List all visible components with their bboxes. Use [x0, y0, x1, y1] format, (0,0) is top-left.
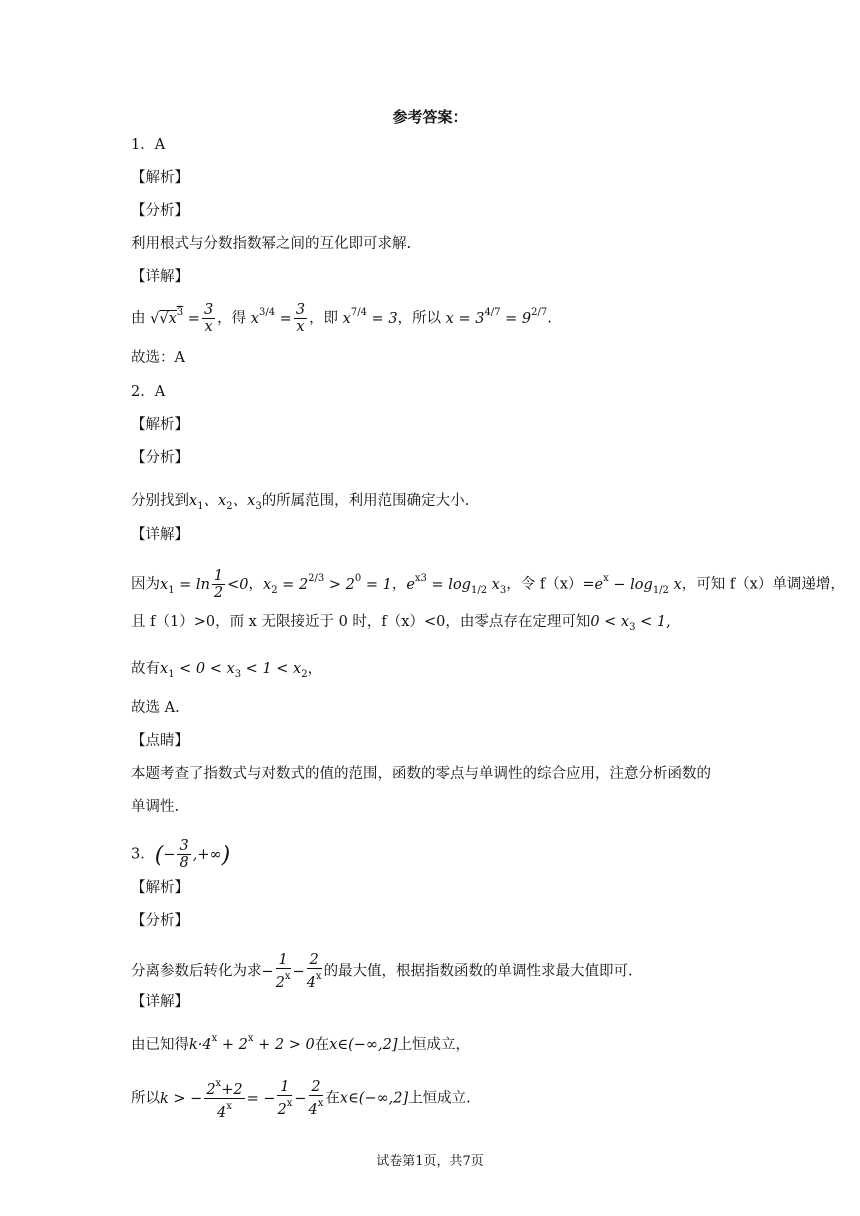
q2-detail-1: 因为$x_1 = \ln$ $\frac{1}{2}$ <0，$x_2 = 2^{2/3} > 2^0 = 1$，$e^{x3} = \log_{1/2} x_3$，令 $f(x)=e^x - \log_{1/2} x$，可知 f（x）单调递增， — [131, 568, 845, 601]
q3-detail2-a: 所以 — [131, 1090, 160, 1107]
q2-dianjing-text-1: 本题考查了指数式与对数式的值的范围，函数的零点与单调性的综合应用，注意分析函数的 — [131, 766, 711, 782]
q3-formula-ineq: $k\cdot 4^x + 2^x + 2 > 0$ — [189, 1033, 315, 1053]
q3-formula-k: k > − $\frac{2^x+2}{4^x}$ = − $\frac{1}{2^x}$ − $\frac{2}{4^x}$ — [160, 1078, 324, 1121]
page-footer: 试卷第1页，共7页 — [376, 1154, 484, 1169]
page-title: 参考答案： — [392, 108, 468, 126]
q3-xiangjie-label: 【详解】 — [131, 994, 189, 1010]
q2-variables: $x_1$、$x_2$、$x_3$ — [189, 493, 262, 512]
q2-xiangjie-label: 【详解】 — [131, 527, 189, 543]
q3-detail1-a: 由已知得 — [131, 1037, 189, 1053]
q1-detail: 由 $√√x^3$ = $\frac{3}{x}$ ，得 $x^{3/4}$ = $\frac{3}{x}$ ，即 $x^{7/4} = 3$，所以 $x = 3^{4/7} = 9^{2/7}$. — [131, 302, 552, 335]
q3-detail1-c: 上恒成立， — [397, 1037, 470, 1053]
q2-answer: 2．A — [131, 384, 166, 400]
q3-fenxi-b: 的最大值，根据指数函数的单调性求最大值即可. — [323, 963, 633, 980]
q1-xiangjie-label: 【详解】 — [131, 269, 189, 285]
q2-formula-range: $0 < x_3 < 1$ — [590, 614, 667, 633]
q3-fenxi-text — [131, 952, 633, 991]
q1-fenxi-text: 利用根式与分数指数幂之间的互化即可求解. — [131, 236, 412, 252]
q1-formula-4: $x = 3^{4/7} = 9^{2/7}$ — [445, 306, 548, 327]
q2-formula-order: $x_1 < 0 < x_3 < 1 < x_2$ — [160, 661, 308, 680]
q2-detail2-text: 且 f（1）>0，而 x 无限接近于 0 时，f（x）<0，由零点存在定理可知 — [131, 614, 591, 630]
q3-jiexi-label: 【解析】 — [131, 880, 189, 896]
q2-dianjing-label: 【点睛】 — [131, 733, 189, 749]
q3-fenxi-label: 【分析】 — [131, 913, 189, 929]
q1-formula-1: $√√x^3$ = $\frac{3}{x}$ — [150, 302, 214, 335]
q2-fenxi-text — [131, 491, 469, 517]
q3-formula-domain-2: x∈(−∞,2] — [339, 1090, 409, 1107]
q3-detail-2 — [131, 1076, 471, 1121]
q3-answer-interval: (− $\frac{3}{8}$ ,+∞) — [154, 838, 231, 871]
q2-detail1-a: 因为 — [131, 576, 160, 593]
q2-detail3-a: 故有 — [131, 661, 160, 677]
q1-jiexi-label: 【解析】 — [131, 170, 189, 186]
q2-formula-x2: $x_2 = 2^{2/3} > 2^0 = 1$ — [263, 572, 392, 596]
q3-detail2-c: 上恒成立. — [408, 1090, 471, 1107]
q2-formula-f: $e^x - \log_{1/2} x$ — [594, 572, 682, 596]
q1-conclusion: 故选：A — [131, 350, 185, 366]
q2-conclusion: 故选 A. — [131, 700, 180, 716]
q3-formula-max: − $\frac{1}{2^x}$ − $\frac{2}{4^x}$ — [261, 952, 322, 991]
q2-detail-2: 且 f（1）>0，而 x 无限接近于 0 时，f（x）<0，由零点存在定理可知$0 < x_3 < 1$, — [131, 614, 671, 633]
q2-fenxi-b: 的所属范围，利用范围确定大小. — [261, 493, 470, 509]
q2-fenxi-label: 【分析】 — [131, 450, 189, 466]
q2-detail-3: 故有$x_1 < 0 < x_3 < 1 < x_2$， — [131, 661, 323, 680]
q1-answer: 1．A — [131, 137, 166, 153]
q3-fenxi-a: 分离参数后转化为求 — [131, 963, 262, 980]
q3-answer — [131, 838, 230, 871]
q1-formula-2: $x^{3/4}$ = $\frac{3}{x}$ — [250, 302, 306, 335]
q1-detail-b: ，得 — [217, 310, 247, 327]
q3-num: 3． — [131, 846, 155, 863]
q2-fenxi-a: 分别找到 — [131, 493, 189, 509]
q3-formula-domain-1: x∈(−∞,2] — [329, 1037, 398, 1053]
q2-detail1-b: ，令 f（x）= — [506, 576, 595, 593]
q3-detail2-b: 在 — [325, 1090, 340, 1107]
q3-detail1-b: 在 — [314, 1037, 330, 1053]
q1-formula-3: $x^{7/4} = 3$ — [342, 306, 398, 327]
q2-dianjing-text-2: 单调性. — [131, 799, 180, 815]
q2-detail1-c: ，可知 f（x）单调递增， — [681, 576, 845, 593]
q1-detail-a: 由 — [131, 310, 146, 327]
q3-detail-1 — [131, 1029, 470, 1055]
q2-jiexi-label: 【解析】 — [131, 417, 189, 433]
q2-formula-x3: $e^{x3} = \log_{1/2} x_3$ — [406, 572, 507, 596]
q1-fenxi-label: 【分析】 — [131, 203, 189, 219]
q1-detail-c: ，即 — [309, 310, 339, 327]
q1-detail-d: ，所以 — [397, 310, 442, 327]
q2-formula-x1: $x_1 = \ln$ $\frac{1}{2}$ <0 — [160, 568, 249, 601]
